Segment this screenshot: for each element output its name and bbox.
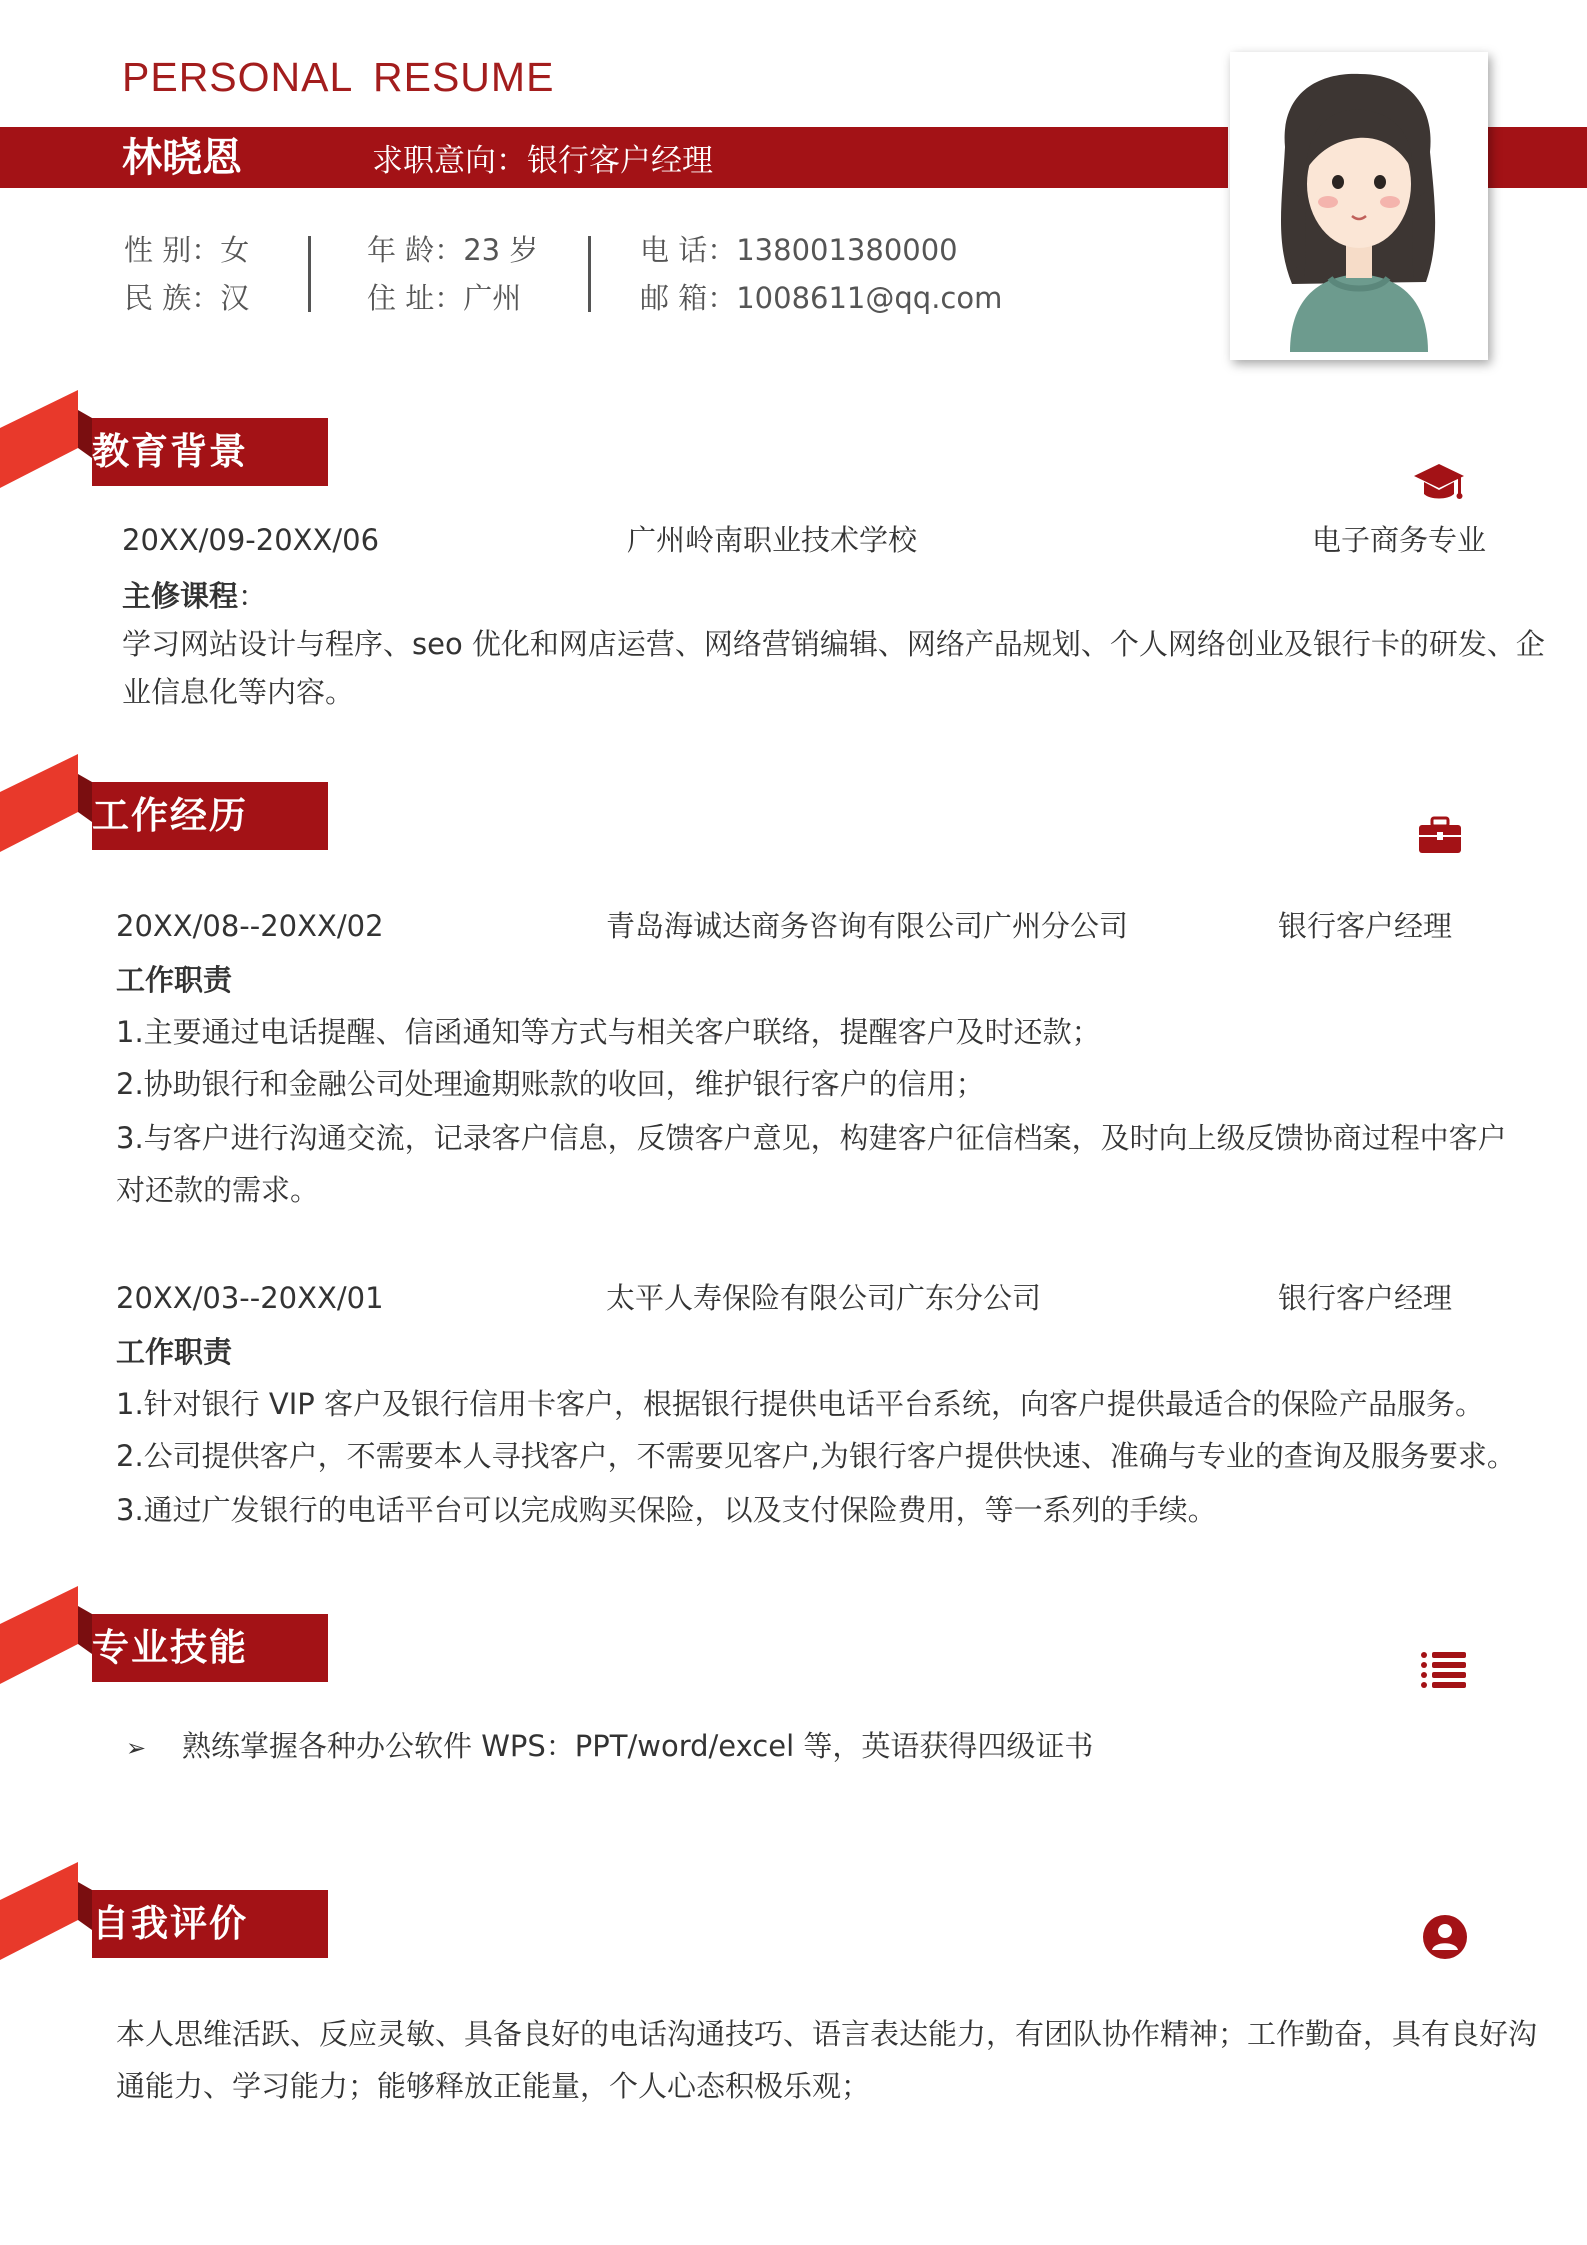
job-company: 太平人寿保险有限公司广东分公司 — [606, 1281, 1042, 1315]
section-header-self-eval — [0, 1862, 330, 1962]
section-title-skills: 专业技能 — [92, 1626, 248, 1669]
section-title-self-eval: 自我评价 — [92, 1902, 248, 1945]
courses-label: 主修课程 — [122, 579, 239, 613]
courses-line: 学习网站设计与程序、seo 优化和网店运营、网络营销编辑、网络产品规划、个人网络创业及银行卡的研发、企 — [122, 627, 1545, 661]
job-company: 青岛海诚达商务咨询有限公司广州分公司 — [606, 909, 1129, 943]
graduation-cap-icon — [1412, 460, 1466, 508]
job-duty-line: 2.协助银行和金融公司处理逾期账款的收回，维护银行客户的信用； — [116, 1067, 985, 1101]
user-icon — [1422, 1914, 1468, 1964]
education-period: 20XX/09-20XX/06 — [122, 523, 380, 557]
job-duty-line: 3.通过广发银行的电话平台可以完成购买保险，以及支付保险费用，等一系列的手续。 — [116, 1493, 1217, 1527]
job-duty-line: 3.与客户进行沟通交流，记录客户信息，反馈客户意见，构建客户征信档案，及时向上级反馈协商过程中客户 — [116, 1121, 1507, 1155]
job-duty-line: 1.主要通过电话提醒、信函通知等方式与相关客户联络，提醒客户及时还款； — [116, 1015, 1101, 1049]
info-gender: 性 别：女 — [124, 233, 250, 267]
info-divider — [308, 236, 311, 312]
job-duty-line: 2.公司提供客户，不需要本人寻找客户，不需要见客户,为银行客户提供快速、准确与专业的查询及服务要求。 — [116, 1439, 1516, 1473]
info-address: 住 址：广州 — [367, 281, 522, 315]
info-age: 年 龄：23 岁 — [367, 233, 539, 267]
section-title-education: 教育背景 — [92, 430, 248, 473]
skill-bullet: ➢ — [126, 1734, 147, 1762]
section-header-skills — [0, 1586, 330, 1686]
courses-line: 业信息化等内容。 — [122, 675, 355, 709]
education-major: 电子商务专业 — [1312, 523, 1487, 557]
self-eval-line: 通能力、学习能力；能够释放正能量，个人心态积极乐观； — [116, 2069, 871, 2103]
job-position: 银行客户经理 — [1278, 1281, 1453, 1315]
resume-title-resume: RESUME — [373, 54, 555, 100]
info-ethnicity: 民 族：汉 — [124, 281, 250, 315]
resume-title-personal: PERSONAL — [122, 54, 354, 100]
info-email: 邮 箱：1008611@qq.com — [640, 281, 1003, 315]
profile-photo — [1230, 52, 1488, 360]
job-duty-line: 1.针对银行 VIP 客户及银行信用卡客户，根据银行提供电话平台系统，向客户提供最适合的保险产品服务。 — [116, 1387, 1484, 1421]
list-icon — [1420, 1650, 1466, 1694]
job-position: 银行客户经理 — [1278, 909, 1453, 943]
section-title-work: 工作经历 — [92, 794, 248, 837]
courses-colon: ： — [238, 579, 268, 613]
avatar-illustration — [1230, 52, 1488, 360]
education-school: 广州岭南职业技术学校 — [627, 523, 918, 557]
candidate-name: 林晓恩 — [122, 135, 242, 181]
info-divider — [588, 236, 591, 312]
job-intent: 求职意向：银行客户经理 — [372, 143, 713, 179]
header-banner-right — [1484, 127, 1587, 188]
info-phone: 电 话：138001380000 — [640, 233, 958, 267]
job-duty-line: 对还款的需求。 — [116, 1173, 320, 1207]
skill-item: 熟练掌握各种办公软件 WPS：PPT/word/excel 等，英语获得四级证书 — [182, 1729, 1094, 1763]
job-duty-label: 工作职责 — [116, 1335, 233, 1369]
section-header-work — [0, 754, 330, 854]
job-period: 20XX/03--20XX/01 — [116, 1281, 384, 1315]
job-period: 20XX/08--20XX/02 — [116, 909, 384, 943]
courses-heading — [122, 570, 267, 622]
self-eval-line: 本人思维活跃、反应灵敏、具备良好的电话沟通技巧、语言表达能力，有团队协作精神；工作勤奋，具有良好沟 — [116, 2017, 1538, 2051]
briefcase-icon — [1418, 816, 1462, 858]
job-duty-label: 工作职责 — [116, 963, 233, 997]
section-header-education — [0, 390, 330, 490]
